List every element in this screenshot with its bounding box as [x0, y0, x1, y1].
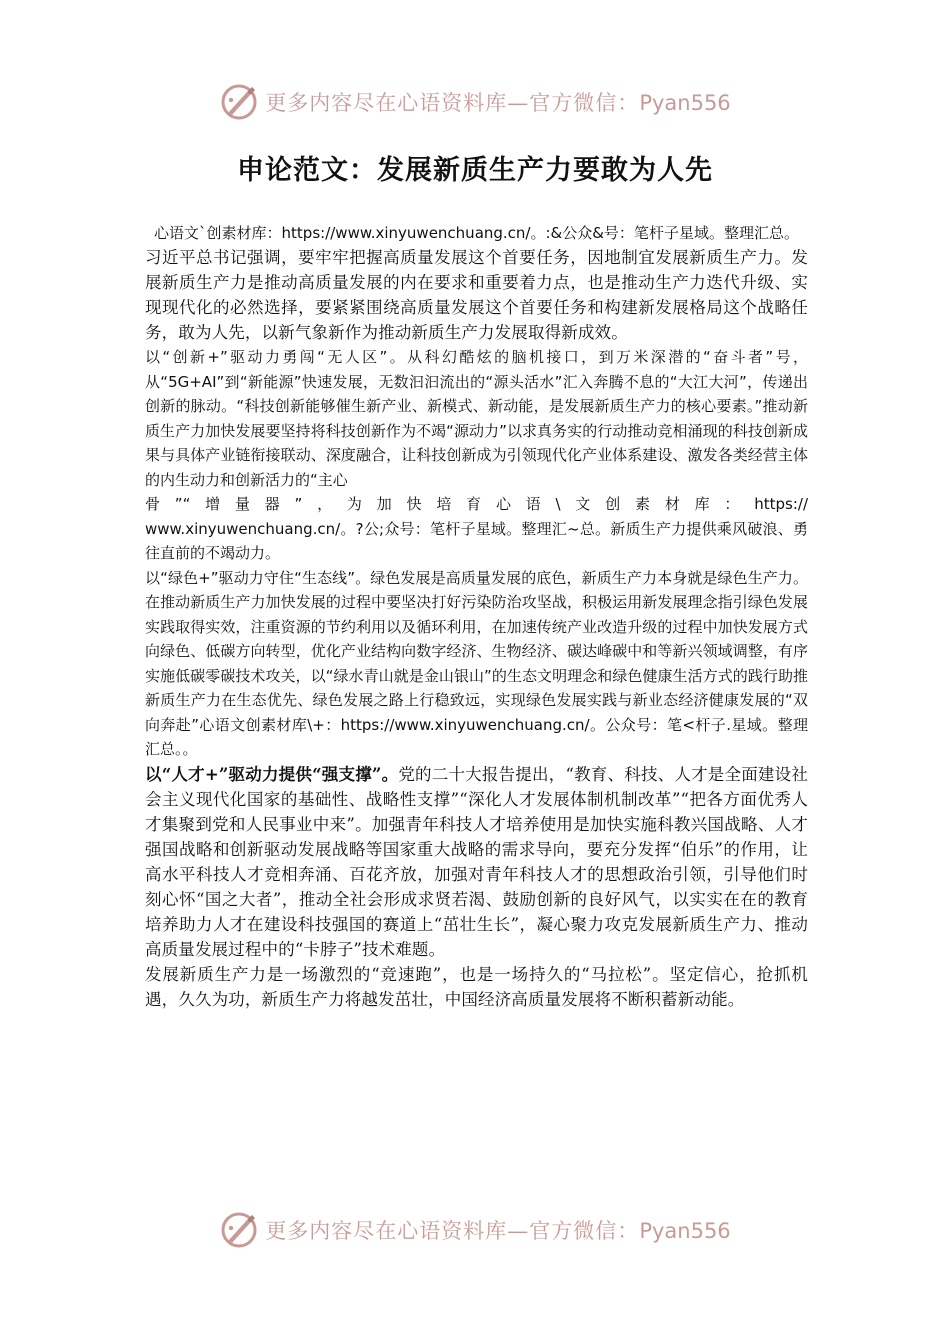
pen-logo-icon: [219, 1210, 259, 1250]
pen-logo-icon: [219, 82, 259, 122]
paragraph-innovation-spaced-line: 骨”“增量器”，为加快培育心语\文创素材库：https://: [145, 495, 808, 513]
paragraph-green: 以“绿色+”驱动力守住“生态线”。绿色发展是高质量发展的底色，新质生产力本身就是绿色生产力。在推动新质生产力加快发展的过程中要坚决打好污染防治攻坚战，积极运用新发展理念指引绿色发展实践取得实效，注重资源的节约利用以及循环利用，在加速传统产业改造升级的过程中加快发展方式向绿色、低碳方向转型，优化产业结构向数字经济、生物经济、碳达峰碳中和等新兴领域调整，有序实施低碳零碳技术攻关，以“绿水青山就是金山银山”的生态文明理念和绿色健康生活方式的践行助推新质生产力在生态优先、绿色发展之路上行稳致远，实现绿色发展实践与新业态经济健康发展的“双向奔赴”心语文创素材库\+：https://www.xinyuwenchuang.cn/。公众号：笔<杆子.星域。整理汇总。。: [145, 568, 808, 758]
watermark-text: 更多内容尽在心语资料库—官方微信：Pyan556: [265, 91, 731, 115]
page-title: 申论范文：发展新质生产力要敢为人先: [237, 155, 713, 186]
paragraph-innovation-tail: www.xinyuwenchuang.cn/。?公;众号：笔杆子星域。整理汇~总。新质生产力提供乘风破浪、勇往直前的不竭动力。: [145, 519, 808, 562]
paragraph-talent: [145, 762, 808, 962]
paragraph-conclusion: 发展新质生产力是一场激烈的“竞速跑”，也是一场持久的“马拉松”。坚定信心，抢抓机遇，久久为功，新质生产力将越发茁壮，中国经济高质量发展将不断积蓄新动能。: [145, 964, 808, 1009]
header-watermark: [0, 78, 950, 126]
source-line: 心语文`创素材库：https://www.xinyuwenchuang.cn/。:&公众&号：笔杆子星域。整理汇总。: [154, 224, 799, 242]
watermark-text: 更多内容尽在心语资料库—官方微信：Pyan556: [265, 1219, 731, 1243]
paragraph-intro: 习近平总书记强调，要牢牢把握高质量发展这个首要任务，因地制宜发展新质生产力。发展新质生产力是推动高质量发展的内在要求和重要着力点，也是推动生产力迭代升级、实现现代化的必然选择，要紧紧围绕高质量发展这个首要任务和构建新发展格局这个战略任务，敢为人先，以新气象新作为推动新质生产力发展取得新成效。: [145, 248, 808, 342]
wechat-id: Pyan556: [639, 1219, 731, 1243]
paragraph-innovation-part-a: 以“创新+”驱动力勇闯“无人区”。从科幻酷炫的脑机接口，到万米深潜的“奋斗者”号，从“5G+AI”到“新能源”快速发展，无数汩汩流出的“源头活水”汇入奔腾不息的“大江大河”，传递出创新的脉动。“科技创新能够催生新产业、新模式、新动能，是发展新质生产力的核心要素。”推动新质生产力加快发展要坚持将科技创新作为不竭“源动力”以求真务实的行动推动竞相涌现的科技创新成果与具体产业链衔接联动、深度融合，让科技创新成为引领现代化产业体系建设、激发各类经营主体的内生动力和创新活力的“主心: [145, 348, 808, 489]
wechat-id: Pyan556: [639, 91, 731, 115]
paragraph-talent-lead: 以“人才+”驱动力提供“强支撑”。: [145, 764, 399, 784]
article-body: [145, 222, 808, 1012]
paragraph-talent-body: 党的二十大报告提出，“教育、科技、人才是全面建设社会主义现代化国家的基础性、战略性支撑”“深化人才发展体制机制改革”“把各方面优秀人才集聚到党和人民事业中来”。加强青年科技人才培养使用是加快实施科教兴国战略、人才强国战略和创新驱动发展战略等国家重大战略的需求导向，要充分发挥“伯乐”的作用，让高水平科技人才竞相奔涌、百花齐放，加强对青年科技人才的思想政治引领，引导他们时刻心怀“国之大者”，推动全社会形成求贤若渴、鼓励创新的良好风气，以实实在在的教育培养助力人才在建设科技强国的赛道上“茁壮生长”，凝心聚力攻克发展新质生产力、推动高质量发展过程中的“卡脖子”技术难题。: [145, 764, 808, 959]
footer-watermark: [0, 1206, 950, 1254]
paragraph-innovation: [145, 345, 808, 492]
